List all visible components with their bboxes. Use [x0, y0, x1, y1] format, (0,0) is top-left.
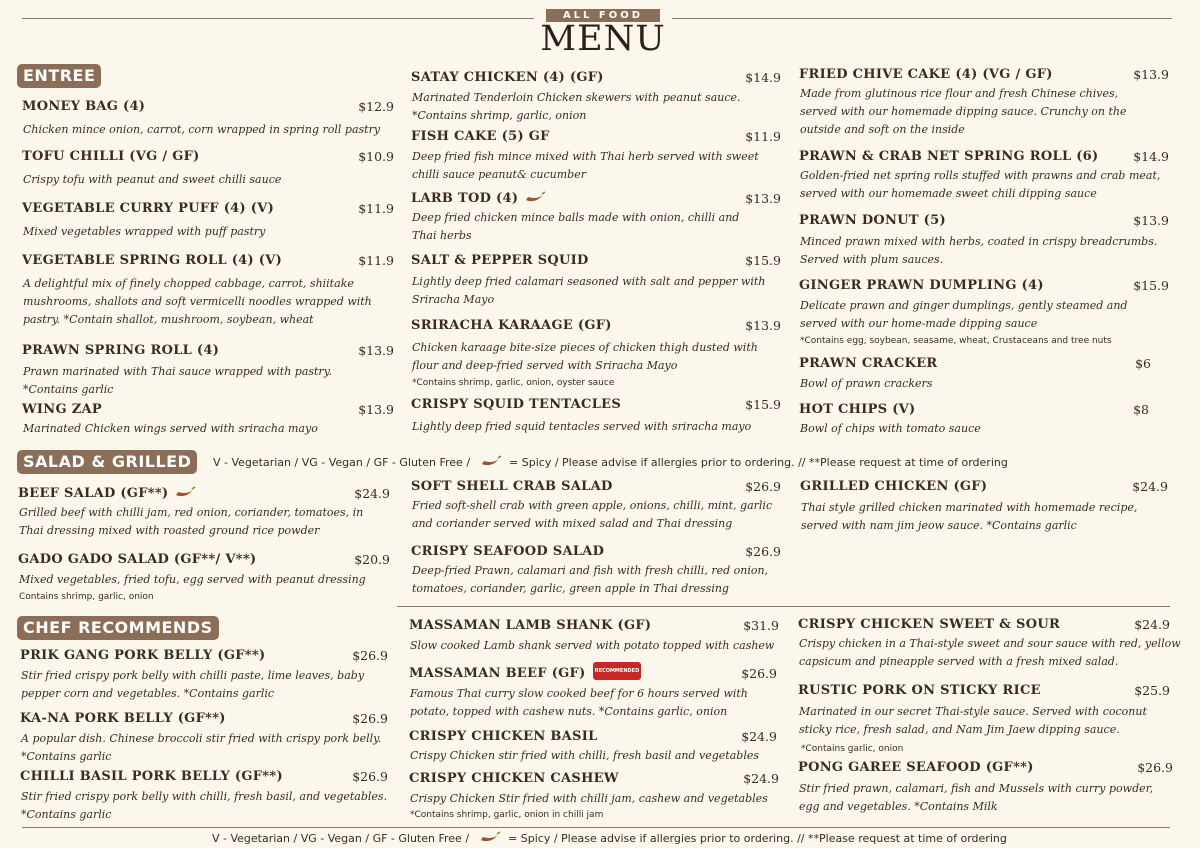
item-name: VEGETABLE SPRING ROLL (4) (V) — [22, 253, 283, 268]
item-price: $11.9 — [358, 201, 394, 216]
item-price: $26.9 — [352, 769, 388, 784]
item-name: MASSAMAN BEEF (GF) — [409, 666, 586, 681]
chili-icon — [524, 191, 546, 203]
menu-item — [799, 67, 1169, 142]
menu-title: MENU — [540, 19, 666, 59]
recommended-badge: RECOMMENDED — [593, 662, 641, 680]
item-name: GRILLED CHICKEN (GF) — [800, 479, 988, 494]
section-entree: ENTREE — [17, 64, 101, 88]
menu-item — [411, 70, 781, 126]
item-desc: A delightful mix of finely chopped cabbage, carrot, shiitake mushrooms, shallots and soft vermicelli noodles wrapped with pastry. *Contain shallot, mushroom, soybean, wheat — [23, 277, 372, 326]
menu-item — [18, 486, 390, 542]
item-desc: Crispy Chicken Stir fried with chilli jam, cashew and vegetables — [410, 792, 768, 805]
item-price: $26.9 — [352, 711, 388, 726]
item-name: SATAY CHICKEN (4) (GF) — [411, 70, 604, 85]
menu-item — [800, 479, 1168, 535]
item-desc: Delicate prawn and ginger dumplings, gently steamed and served with our home-made dipping sauce — [800, 299, 1128, 330]
item-name: KA-NA PORK BELLY (GF**) — [20, 711, 226, 726]
item-price: $26.9 — [741, 666, 777, 681]
item-price: $15.9 — [745, 397, 781, 412]
item-price: $25.9 — [1134, 683, 1170, 698]
item-name: FRIED CHIVE CAKE (4) (VG / GF) — [799, 67, 1053, 82]
menu-item — [411, 191, 781, 247]
item-price: $13.9 — [1133, 67, 1169, 82]
item-desc: Slow cooked Lamb shank served with potato topped with cashew — [410, 639, 775, 652]
item-desc: Golden-fried net spring rolls stuffed with prawns and crab meat, served with our homemade sweet chili dipping sauce — [800, 169, 1161, 200]
item-price: $13.9 — [358, 402, 394, 417]
item-name: PRAWN SPRING ROLL (4) — [22, 343, 220, 358]
item-desc: Stir fried crispy pork belly with chilli, fresh basil, and vegetables. *Contains garlic — [21, 790, 388, 821]
menu-item — [22, 149, 394, 189]
item-name: PRAWN & CRAB NET SPRING ROLL (6) — [799, 149, 1099, 164]
item-note: *Contains garlic, onion — [801, 744, 904, 754]
item-name-text: LARB TOD (4) — [411, 191, 519, 206]
menu-item — [411, 318, 781, 390]
item-desc: Stir fried prawn, calamari, fish and Mussels with curry powder, egg and vegetables. *Contains Milk — [799, 782, 1154, 813]
item-price: $31.9 — [743, 618, 779, 633]
legend-right-text: = Spicy / Please advise if allergies prior to ordering. // **Please request at time of ordering — [508, 832, 1007, 845]
item-price: $26.9 — [1137, 760, 1173, 775]
item-price: $13.9 — [358, 343, 394, 358]
menu-item — [798, 617, 1181, 673]
menu-item — [22, 253, 394, 333]
item-name: PRAWN CRACKER — [799, 356, 938, 371]
item-price: $20.9 — [354, 552, 390, 567]
menu-item — [411, 397, 781, 437]
item-desc: Made from glutinous rice flour and fresh Chinese chives, served with our homemade dipping sauce. Crunchy on the outside and soft on the inside — [800, 87, 1127, 136]
item-desc: A popular dish. Chinese broccoli stir fried with crispy pork belly. *Contains garlic — [21, 732, 382, 763]
item-name: CHILLI BASIL PORK BELLY (GF**) — [20, 769, 283, 784]
item-price: $13.9 — [1133, 213, 1169, 228]
menu-item — [411, 129, 781, 185]
menu-item — [409, 618, 779, 658]
item-desc: Chicken mince onion, carrot, corn wrapped in spring roll pastry — [23, 123, 381, 136]
menu-item — [799, 278, 1169, 350]
item-name: CRISPY CHICKEN BASIL — [409, 729, 598, 744]
legend-right-text: = Spicy / Please advise if allergies prior to ordering. // **Please request at time of ordering — [509, 456, 1008, 469]
item-desc: Bowl of chips with tomato sauce — [800, 422, 981, 435]
item-price: $26.9 — [745, 479, 781, 494]
item-name: CRISPY CHICKEN CASHEW — [409, 771, 619, 786]
item-name: PRAWN DONUT (5) — [799, 213, 946, 228]
menu-item — [411, 253, 781, 309]
item-desc: Fried soft-shell crab with green apple, onions, chilli, mint, garlic and coriander served with mixed salad and Thai dressing — [412, 499, 773, 530]
menu-item — [799, 149, 1169, 205]
menu-item — [409, 771, 779, 827]
item-desc: Stir fried crispy pork belly with chilli paste, lime leaves, baby pepper corn and vegetables. *Contains garlic — [21, 669, 365, 700]
item-price: $6 — [1135, 356, 1151, 371]
item-price: $10.9 — [358, 149, 394, 164]
item-price: $15.9 — [1133, 278, 1169, 293]
item-name: RUSTIC PORK ON STICKY RICE — [798, 683, 1041, 698]
item-name: MONEY BAG (4) — [22, 99, 146, 114]
section-salad-grilled: SALAD & GRILLED — [17, 450, 197, 474]
item-price: $8 — [1133, 402, 1149, 417]
item-note: *Contains shrimp, garlic, onion in chilli jam — [410, 810, 604, 820]
item-desc: Crispy Chicken stir fried with chilli, fresh basil and vegetables — [410, 749, 759, 762]
item-name: SALT & PEPPER SQUID — [411, 253, 589, 268]
footer-rule — [22, 827, 1170, 828]
item-desc: Deep fried fish mince mixed with Thai herb served with sweet chilli sauce peanut& cucumber — [412, 150, 759, 181]
item-price: $13.9 — [745, 318, 781, 333]
item-name: CRISPY SEAFOOD SALAD — [411, 544, 605, 559]
item-desc: Grilled beef with chilli jam, red onion, coriander, tomatoes, in Thai dressing mixed with roasted ground rice powder — [19, 506, 364, 537]
menu-item — [411, 544, 781, 600]
item-name-text: BEEF SALAD (GF**) — [18, 486, 169, 501]
item-note: Contains shrimp, garlic, onion — [19, 592, 154, 602]
item-price: $24.9 — [1134, 617, 1170, 632]
item-desc: Crispy tofu with peanut and sweet chilli sauce — [23, 173, 282, 186]
item-name: VEGETABLE CURRY PUFF (4) (V) — [22, 201, 275, 216]
chili-icon — [480, 455, 502, 467]
menu-item — [799, 356, 1151, 396]
item-desc: Marinated Tenderloin Chicken skewers with peanut sauce. *Contains shrimp, garlic, onion — [412, 91, 741, 122]
item-desc: Deep-fried Prawn, calamari and fish with fresh chilli, red onion, tomatoes, coriander, garlic, green apple in Thai dressing — [412, 564, 769, 595]
legend-line — [212, 831, 1007, 845]
item-price: $24.9 — [354, 486, 390, 501]
item-price: $14.9 — [1133, 149, 1169, 164]
item-price: $14.9 — [745, 70, 781, 85]
menu-item — [411, 479, 781, 535]
item-desc: Marinated in our secret Thai-style sauce. Served with coconut sticky rice, fresh salad, and Nam Jim Jaew dipping sauce. — [799, 705, 1147, 736]
item-desc: Crispy chicken in a Thai-style sweet and sour sauce with red, yellow capsicum and pineapple served with a fresh mixed salad. — [799, 637, 1181, 668]
item-price: $24.9 — [741, 729, 777, 744]
menu-item — [799, 402, 1149, 442]
legend-left-text: V - Vegetarian / VG - Vegan / GF - Gluten Free / — [213, 456, 471, 469]
menu-item — [18, 552, 390, 608]
item-name: SOFT SHELL CRAB SALAD — [411, 479, 613, 494]
header-rule-left — [22, 18, 534, 19]
menu-item — [22, 99, 394, 139]
item-desc: Mixed vegetables wrapped with puff pastry — [23, 225, 266, 238]
menu-item — [799, 213, 1169, 269]
item-name: FISH CAKE (5) GF — [411, 129, 550, 144]
chili-icon — [479, 831, 501, 843]
brand-label: ALL FOOD — [546, 9, 660, 22]
header-rule-right — [672, 18, 1172, 19]
menu-item — [20, 769, 388, 825]
item-name: TOFU CHILLI (VG / GF) — [22, 149, 200, 164]
item-note: *Contains egg, soybean, seasame, wheat, Crustaceans and tree nuts — [800, 336, 1112, 346]
item-name: SRIRACHA KARAAGE (GF) — [411, 318, 612, 333]
chili-icon — [174, 486, 196, 498]
item-price: $11.9 — [358, 253, 394, 268]
item-price: $24.9 — [743, 771, 779, 786]
item-desc: Prawn marinated with Thai sauce wrapped with pastry. *Contains garlic — [23, 365, 332, 396]
item-price: $26.9 — [745, 544, 781, 559]
item-note: *Contains shrimp, garlic, onion, oyster sauce — [412, 378, 615, 388]
item-desc: Famous Thai curry slow cooked beef for 6 hours served with potato, topped with cashew nuts. *Contains garlic, onion — [410, 687, 748, 718]
item-price: $12.9 — [358, 99, 394, 114]
menu-item — [798, 760, 1173, 816]
item-desc: Marinated Chicken wings served with sriracha mayo — [23, 422, 318, 435]
menu-item — [22, 201, 394, 241]
item-name: PRIK GANG PORK BELLY (GF**) — [20, 648, 266, 663]
item-desc: Minced prawn mixed with herbs, coated in crispy breadcrumbs. Served with plum sauces. — [800, 235, 1158, 266]
item-desc: Deep fried chicken mince balls made with onion, chilli and Thai herbs — [412, 211, 740, 242]
item-price: $11.9 — [745, 129, 781, 144]
item-desc: Thai style grilled chicken marinated with homemade recipe, served with nam jim jeow sauce. *Contains garlic — [801, 501, 1138, 532]
item-desc: Lightly deep fried calamari seasoned with salt and pepper with Sriracha Mayo — [412, 275, 766, 306]
item-name — [18, 486, 196, 501]
item-name: GADO GADO SALAD (GF**/ V**) — [18, 552, 257, 567]
item-desc: Chicken karaage bite-size pieces of chicken thigh dusted with flour and deep-fried served with Sriracha Mayo — [412, 341, 758, 372]
menu-item — [409, 729, 777, 769]
menu-item — [22, 343, 394, 399]
legend-left-text: V - Vegetarian / VG - Vegan / GF - Gluten Free / — [212, 832, 470, 845]
item-name: HOT CHIPS (V) — [799, 402, 916, 417]
item-name: MASSAMAN LAMB SHANK (GF) — [409, 618, 652, 633]
section-divider — [397, 606, 1170, 607]
item-price: $15.9 — [745, 253, 781, 268]
item-desc: Lightly deep fried squid tentacles served with sriracha mayo — [412, 420, 752, 433]
item-desc: Bowl of prawn crackers — [800, 377, 933, 390]
menu-item — [798, 683, 1170, 755]
item-price: $13.9 — [745, 191, 781, 206]
legend-line — [213, 455, 1008, 469]
menu-item — [22, 402, 394, 442]
item-name: GINGER PRAWN DUMPLING (4) — [799, 278, 1044, 293]
menu-item — [20, 711, 388, 767]
item-price: $26.9 — [352, 648, 388, 663]
item-name — [411, 191, 546, 206]
menu-item — [20, 648, 388, 704]
item-name: CRISPY SQUID TENTACLES — [411, 397, 622, 412]
item-price: $24.9 — [1132, 479, 1168, 494]
section-chef-recommends: CHEF RECOMMENDS — [17, 616, 219, 640]
item-name: WING ZAP — [22, 402, 102, 417]
item-desc: Mixed vegetables, fried tofu, egg served with peanut dressing — [19, 573, 366, 586]
item-name: CRISPY CHICKEN SWEET & SOUR — [798, 617, 1061, 632]
item-name: PONG GAREE SEAFOOD (GF**) — [798, 760, 1034, 775]
